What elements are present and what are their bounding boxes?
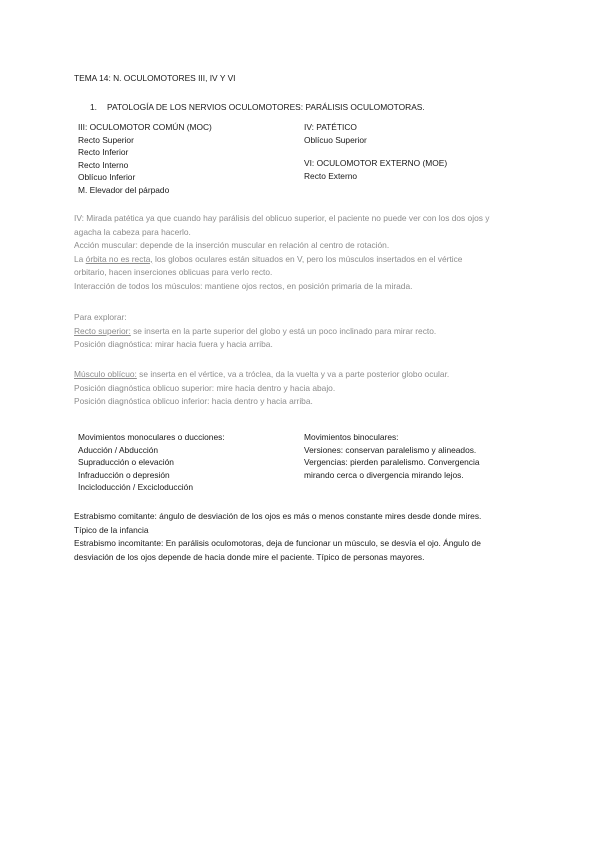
strabismus-line: Estrabismo comitante: ángulo de desviación de los ojos es más o menos constante mires desde donde mires.: [74, 511, 482, 521]
paragraph-line: Acción muscular: depende de la inserción muscular en relación al centro de rotación.: [74, 240, 390, 250]
monocular-movements: [78, 431, 225, 494]
recto-superior-label: Recto superior:: [74, 325, 131, 336]
explore-heading: Para explorar:: [74, 312, 127, 322]
paragraph-line: orbitario, hacen inserciones oblicuas para verlo recto.: [74, 267, 273, 277]
monocular-item: Aducción / Abducción: [78, 444, 159, 455]
binocular-item: Versiones: conservan paralelismo y alineados.: [304, 444, 477, 455]
recto-superior-text: se inserta en la parte superior del globo y está un poco inclinado para mirar recto.: [130, 325, 437, 336]
section-heading: PATOLOGÍA DE LOS NERVIOS OCULOMOTORES: PARÁLISIS OCULOMOTORAS.: [107, 102, 425, 112]
oblique-label: Músculo oblícuo:: [74, 369, 137, 379]
paragraph-line: [74, 253, 489, 267]
nerve-iii-muscle: Oblícuo Inferior: [78, 172, 136, 182]
nerve-iv-muscle: Oblícuo Superior: [304, 134, 367, 145]
monocular-item: Supraducción o elevación: [78, 457, 174, 467]
nerve-vi-muscle: Recto Externo: [304, 170, 358, 181]
binocular-title: Movimientos binoculares:: [304, 432, 399, 442]
orbita-underlined: órbita no es recta,: [85, 253, 153, 264]
strabismus-line: desviación de los ojos depende de hacia donde mire el paciente. Típico de personas mayores.: [74, 551, 425, 562]
patetico-paragraph: [74, 212, 489, 293]
nerve-iv-block: [304, 121, 367, 146]
recto-superior-position: Posición diagnóstica: mirar hacia fuera y hacia arriba.: [74, 339, 273, 349]
nerve-iii-title: III: OCULOMOTOR COMÚN (MOC): [78, 122, 212, 132]
oblique-inferior-position: Posición diagnóstica oblicuo inferior: hacia dentro y hacia arriba.: [74, 396, 313, 406]
strabismus-paragraph: [74, 510, 481, 564]
line-rest: los globos oculares están situados en V, pero los músculos insertados en el vértice: [152, 253, 463, 264]
nerve-iii-muscle: Recto Inferior: [78, 147, 129, 157]
section-number: 1.: [90, 102, 97, 112]
line-prefix: La: [74, 253, 86, 264]
document-title: TEMA 14: N. OCULOMOTORES III, IV Y VI: [74, 73, 236, 83]
binocular-item: Vergencias: pierden paralelismo. Convergencia: [304, 457, 480, 467]
nerve-iii-muscle: M. Elevador del párpado: [78, 184, 170, 195]
paragraph-line: agacha la cabeza para hacerlo.: [74, 226, 191, 237]
nerve-iv-title: IV: PATÉTICO: [304, 122, 357, 132]
monocular-item: Incicloducción / Excicloducción: [78, 482, 193, 492]
strabismus-line: Típico de la infancia: [74, 524, 149, 535]
nerve-vi-block: [304, 157, 447, 182]
strabismus-line: Estrabismo incomitante: En parálisis oculomotoras, deja de funcionar un músculo, se desvía el ojo. Ángulo de: [74, 538, 481, 548]
nerve-iii-block: [78, 121, 212, 196]
recto-superior-line: [74, 325, 436, 339]
binocular-item: mirando cerca o divergencia mirando lejos.: [304, 469, 464, 480]
oblique-paragraph: [74, 368, 449, 409]
oblique-text: se inserta en el vértice, va a tróclea, da la vuelta y va a parte posterior globo ocular.: [136, 369, 450, 379]
paragraph-line: Interacción de todos los músculos: mantiene ojos rectos, en posición primaria de la mirada.: [74, 280, 413, 291]
monocular-item: Infraducción o depresión: [78, 469, 170, 480]
binocular-movements: [304, 431, 480, 481]
oblique-line: [74, 368, 449, 382]
paragraph-line: IV: Mirada patética ya que cuando hay parálisis del oblicuo superior, el paciente no puede ver con los dos ojos y: [74, 213, 490, 223]
monocular-title: Movimientos monoculares o ducciones:: [78, 432, 225, 442]
nerve-iii-muscle: Recto Superior: [78, 134, 134, 145]
oblique-superior-position: Posición diagnóstica oblicuo superior: mire hacia dentro y hacia abajo.: [74, 382, 336, 393]
nerve-vi-title: VI: OCULOMOTOR EXTERNO (MOE): [304, 158, 448, 168]
explore-paragraph: [74, 311, 436, 352]
nerve-iii-muscle: Recto Interno: [78, 159, 129, 170]
